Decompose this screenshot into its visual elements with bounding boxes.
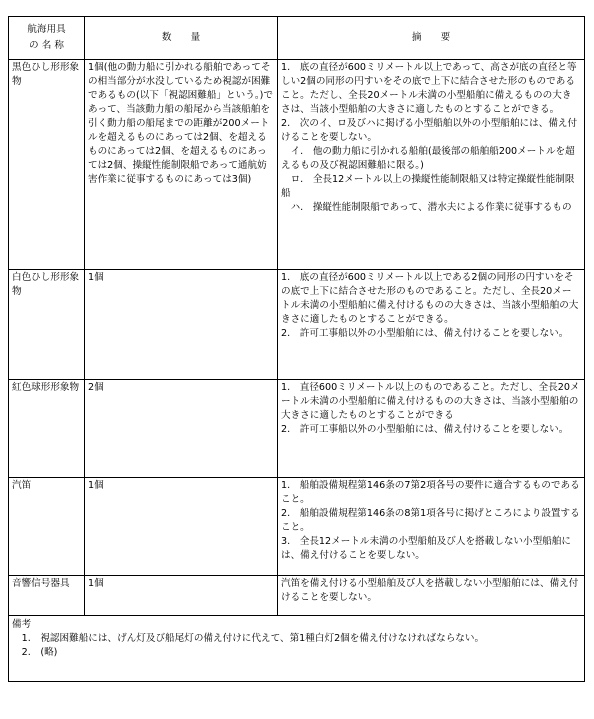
notes-item: 2. (略) [12,647,58,658]
row-summary: 1. 底の直径が600ミリメートル以上であって、高さが底の直径と等しい2個の同形の円すいをその底で上下に結合させた形のものであること。ただし、全長20メートル未満の小型船舶に備えるものの大きさは、当該小型船舶の大きさに適したものとすることができる。 2. 次のイ、ロ及びハに掲げる小型船舶以外の小型船舶には、備え付けることを要しない。 イ. 他の動力船に引かれる船舶(最後部の船舶船200メートルを超えるもの及び視認困難船に限る。) ロ. 全長12メートル以上の操縦性能制限船又は特定操縦性能制限船 ハ. 操縦性能制限船であって、潜水夫による作業に従事するもの [278,60,585,270]
header-equipment-line1: 航海用具 [27,24,66,35]
row-quantity: 1個 [85,270,278,380]
row-name: 白色ひし形形象物 [9,270,85,380]
notes-row [9,616,585,682]
header-equipment-line2: の 名 称 [29,40,64,51]
row-quantity: 1個(他の動力船に引かれる船舶であってその相当部分が水没しているため視認が困難であるもの(以下「視認困難船」という。)であって、当該動力船の船尾から当該船舶を引く動力船の船尾までの距離が200メートルを超えるものにあっては2個、を超えるものにあっては2個、を超えるものにあっては2個、操縦性能制限船であって通航妨害作業に従事するものにあっては3個) [85,60,278,270]
row-quantity: 2個 [85,380,278,478]
row-summary: 汽笛を備え付ける小型船舶及び人を搭載しない小型船舶には、備え付けることを要しない。 [278,576,585,616]
table-row [9,270,585,380]
row-name: 紅色球形形象物 [9,380,85,478]
row-name: 音響信号器具 [9,576,85,616]
row-quantity: 1個 [85,576,278,616]
row-quantity: 1個 [85,478,278,576]
notes-title: 備考 [12,619,32,630]
table-row [9,478,585,576]
row-summary: 1. 船舶設備規程第146条の7第2項各号の要件に適合するものであること。 2. 船舶設備規程第146条の8第1項各号に掲げところにより設置すること。 3. 全長12メートル未満の小型船舶及び人を搭載しない小型船舶には、備え付けることを要しない。 [278,478,585,576]
row-name: 黒色ひし形形象物 [9,60,85,270]
row-name: 汽笛 [9,478,85,576]
row-summary: 1. 直径600ミリメートル以上のものであること。ただし、全長20メートル未満の小型船舶に備え付けるものの大きさは、当該小型船舶の大きさに適したものとすることができる 2. 許可工事船以外の小型船舶には、備え付けることを要しない。 [278,380,585,478]
header-summary: 摘 要 [278,17,585,60]
document [8,16,584,682]
table-row [9,576,585,616]
equipment-table [8,16,585,682]
table-row [9,60,585,270]
header-row [9,17,585,60]
header-equipment-name [9,17,85,60]
notes-cell [9,616,585,682]
table-row [9,380,585,478]
row-summary: 1. 底の直径が600ミリメートル以上である2個の同形の円すいをその底で上下に結合させた形のものであること。ただし、全長20メートル未満の小型船舶に備え付けるものの大きさは、当該小型船舶の大きさに適したものとすることができる。 2. 許可工事船以外の小型船舶には、備え付けることを要しない。 [278,270,585,380]
notes-item: 1. 視認困難船には、げん灯及び船尾灯の備え付けに代えて、第1種白灯2個を備え付けなければならない。 [12,633,485,644]
header-quantity: 数 量 [85,17,278,60]
